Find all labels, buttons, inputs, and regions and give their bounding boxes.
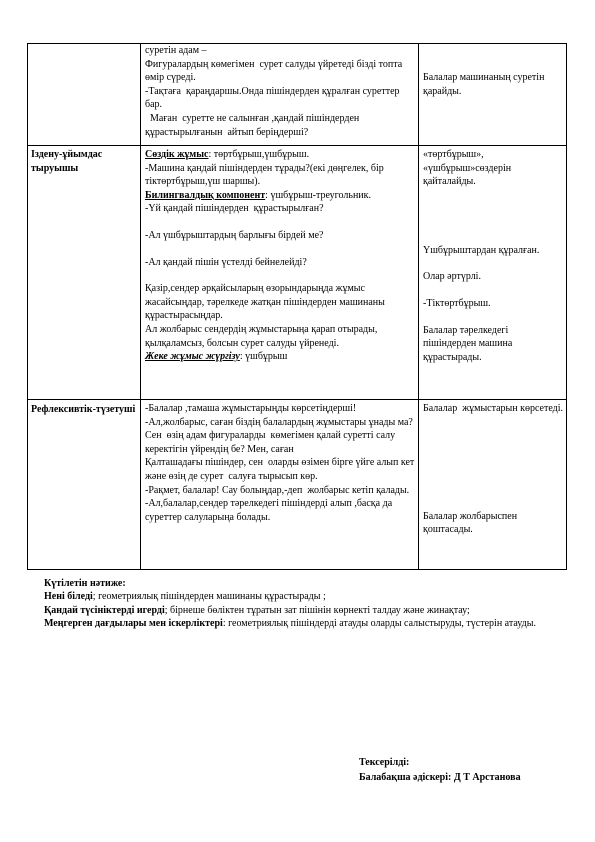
row3-stage: Рефлексивтік-түзетуші: [31, 404, 136, 415]
row2-children-activity: [423, 148, 563, 364]
expected-ideas: [44, 604, 564, 617]
question-3: -Ал үшбұрыштардың барлығы бірдей ме?: [145, 229, 324, 241]
answer-3: Олар әртүрлі.: [423, 271, 481, 283]
row3-teacher-activity: [145, 402, 415, 524]
answer-2: Үшбұрыштардан құралған.: [423, 244, 540, 256]
row3-line-1: -Балалар ,тамаша жұмыстарыңды көрсетіңдерші!: [145, 403, 357, 414]
row2-stage: Іздену-ұйымдас тыруышы: [31, 149, 103, 174]
vocab-work: [145, 148, 415, 162]
row1-line-4: Маған суретте не салынған ,қандай пішіндерден құрастырылғанын айтып беріңдерші?: [145, 112, 362, 138]
row1-line-1: суретін адам –: [145, 45, 207, 56]
row3-line-3: Қалташадағы пішіндер, сен оларды өзімен бірге үйге алып кет және өзің де сурет салуға тырысып көр.: [145, 457, 417, 482]
expected-heading: Күтілетін нәтиже:: [44, 578, 126, 589]
expected-skills: [44, 617, 564, 630]
vocab-text: : төртбұрыш,үшбұрыш.: [208, 149, 310, 160]
question-2: -Үй қандай пішіндерден құрастырылған?: [145, 203, 324, 215]
row3-line-2: -Ал,жолбарыс, саған біздің балалардың жұмыстары ұнады ма? Сен өзің адам фигураларды көмегімен қалай суретті салу керектігін үйрендің бе? Мен, саған: [145, 416, 416, 455]
know-text: ; геометриялық пішіндерден машинаны құрастырады ;: [92, 591, 326, 603]
table-border-bottom: [27, 569, 567, 570]
individual-work: [145, 350, 415, 364]
answer-4: -Тіктөртбұрыш.: [423, 297, 491, 309]
row1-line-2: Фигуралардың көмегімен сурет салуды үйретеді бізді топта өмір сүреді.: [145, 58, 405, 84]
table-border-left: [27, 43, 28, 570]
table-divider-col1: [140, 43, 141, 570]
vocab-label: Сөздік жұмыс: [145, 149, 209, 160]
answer-1: «төртбұрыш», «үшбұрыш»сөздерін қайталайды.: [423, 149, 514, 188]
answer-5: Балалар тәрелкедегі пішіндерден машина құрастырады.: [423, 324, 515, 363]
bilingual-component: [145, 189, 415, 203]
row1-children-activity: Балалар машинаның суретін қарайды.: [423, 72, 545, 97]
signature-block: [359, 755, 521, 785]
row3-line-4: -Рақмет, балалар! Сау болыңдар,-деп жолбарыс кетіп қалады.: [145, 484, 410, 496]
ideas-text: ; бірнеше бөліктен тұратын зат пішінін көрнекті талдау және жинақтау;: [164, 604, 470, 616]
lesson-table: [27, 43, 567, 570]
table-row-divider-1: [27, 145, 567, 146]
row3-line-5: -Ал,балалар,сендер тәрелкедегі пішіндерді алып ,басқа да суреттер салуларыңа болады.: [145, 498, 395, 523]
bilingual-label: Билингвалдық компонент: [145, 189, 266, 201]
bilingual-text: : үшбұрыш-треугольник.: [265, 189, 372, 201]
skills-label: Меңгерген дағдылары мен іскерліктері: [44, 618, 223, 630]
question-4: -Ал қандай пішін үстелді бейнелейді?: [145, 256, 307, 268]
row1-teacher-activity: [145, 44, 415, 139]
table-row-divider-2: [27, 399, 567, 400]
expected-results: [44, 577, 564, 631]
question-1: -Машина қандай пішіндерден тұрады?(екі дөңгелек, бір тіктөртбұрыш,үш шаршы).: [145, 162, 387, 188]
table-divider-col2: [418, 43, 419, 570]
row1-line-3: -Тақтаға қараңдаршы.Онда пішіндерден құралған суреттер бар.: [145, 85, 403, 111]
know-label: Нені біледі: [44, 591, 93, 603]
table-border-right: [566, 43, 567, 570]
row2-teacher-activity: [145, 148, 415, 364]
row3-answer-2: Балалар жолбарыспен қоштасады.: [423, 510, 520, 536]
row3-answer-1: Балалар жұмыстарын көрсетеді.: [423, 403, 564, 414]
ideas-label: Қандай түсініктерді игерді: [44, 604, 165, 616]
paragraph-1: Қазір,сендер әрқайсыларың өзорындарыңда жұмыс жасайсыңдар, тәрелкеде жатқан пішіндерден машинаны құрастырасыңдар.: [145, 283, 388, 322]
individual-label: Жеке жұмыс жүргізу: [145, 351, 240, 363]
individual-text: : үшбұрыш: [239, 351, 288, 363]
checked-label: Тексерілді:: [359, 757, 410, 768]
skills-text: : геометриялық пішіндерді атауды оларды салыстыруды, түстерін атауды.: [222, 618, 536, 630]
paragraph-2: Ал жолбарыс сендердің жұмыстарыңа қарап отырады, қылқаламсыз, болсын сурет салуды үйренеді.: [145, 323, 380, 349]
methodist-line: Балабақша әдіскері: Д Т Арстанова: [359, 772, 521, 783]
row3-children-activity: [423, 402, 563, 537]
expected-know: [44, 590, 564, 603]
